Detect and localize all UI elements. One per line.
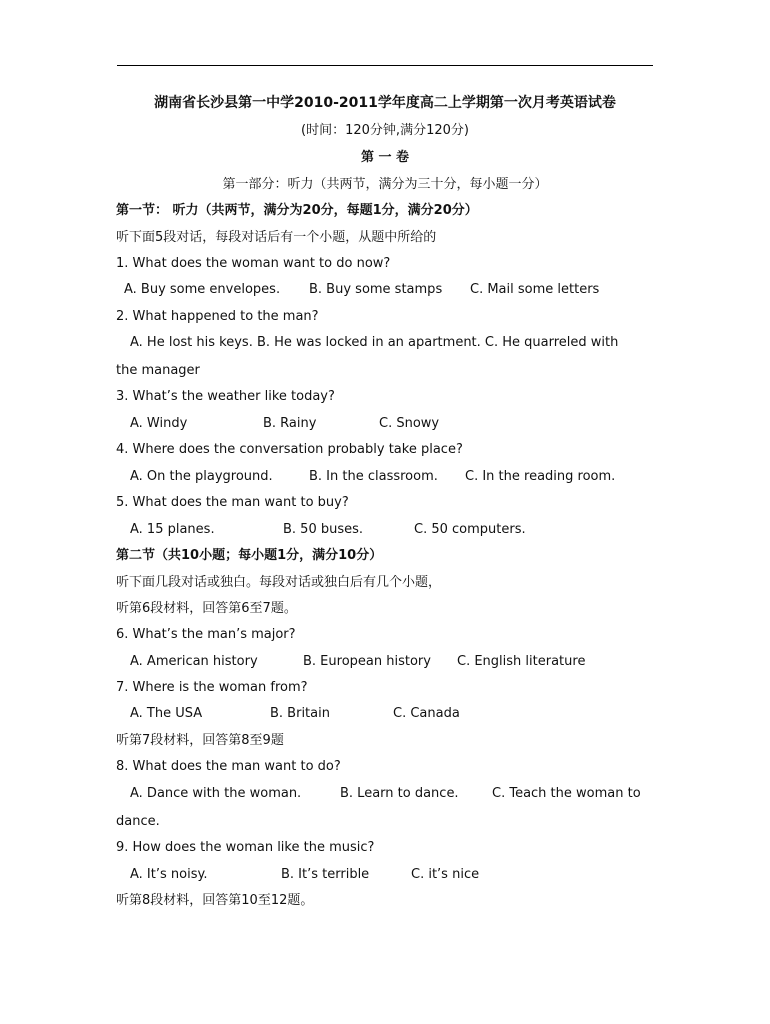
exam-subtitle: (时间：120分钟,满分120分) [301,123,469,138]
option-c: C. Mail some letters [470,282,600,297]
option-a: A. 15 planes. [130,522,215,537]
option-a: A. On the playground. [130,469,273,484]
option-a: A. The USA [130,706,203,721]
option-c: C. Canada [393,706,460,721]
option-a: A. It’s noisy. [130,867,208,882]
header-rule [117,65,653,66]
question-8-options-continued: dance. [116,814,160,829]
material-8-instruction: 听第8段材料，回答第10至12题。 [116,893,314,908]
option-b: B. 50 buses. [283,522,364,537]
exam-title: 湖南省长沙县第一中学2010-2011学年度高二上学期第一次月考英语试卷 [154,95,616,111]
question-2: 2. What happened to the man? [116,309,319,324]
option-c: C. In the reading room. [465,469,616,484]
section-two-heading: 第二节（共10小题；每小题1分，满分10分） [116,548,383,563]
section-two-intro: 听下面几段对话或独白。每段对话或独白后有几个小题， [116,575,442,590]
option-c: C. Snowy [379,416,440,431]
option-b: B. Rainy [263,416,317,431]
option-c: C. Teach the woman to [492,786,641,801]
question-7: 7. Where is the woman from? [116,680,308,695]
question-8: 8. What does the man want to do? [116,759,341,774]
question-2-options: A. He lost his keys. B. He was locked in an apartment. C. He quarreled with [130,335,619,350]
option-a: A. Dance with the woman. [130,786,302,801]
question-4: 4. Where does the conversation probably take place? [116,442,463,457]
option-a: A. Windy [130,416,188,431]
option-a: A. American history [130,654,258,669]
question-9: 9. How does the woman like the music? [116,840,375,855]
option-b: B. Britain [270,706,330,721]
option-a: A. Buy some envelopes. [124,282,281,297]
material-7-instruction: 听第7段材料，回答第8至9题 [116,733,284,748]
part-one-heading: 第一部分：听力（共两节，满分为三十分，每小题一分） [222,177,548,192]
option-b: B. European history [303,654,431,669]
option-b: B. Learn to dance. [340,786,459,801]
option-b: B. In the classroom. [309,469,438,484]
material-6-instruction: 听第6段材料，回答第6至7题。 [116,601,297,616]
option-c: C. it’s nice [411,867,480,882]
question-1: 1. What does the woman want to do now? [116,256,391,271]
question-5: 5. What does the man want to buy? [116,495,349,510]
option-c: C. English literature [457,654,586,669]
option-b: B. Buy some stamps [309,282,443,297]
question-2-options-continued: the manager [116,363,200,378]
option-b: B. It’s terrible [281,867,370,882]
section-one-intro: 听下面5段对话，每段对话后有一个小题，从题中所给的 [116,230,437,245]
volume-label: 第 一 卷 [360,150,410,165]
part-one-subheading: 第一节： 听力（共两节，满分为20分，每题1分，满分20分） [116,203,478,218]
question-6: 6. What’s the man’s major? [116,627,296,642]
question-3: 3. What’s the weather like today? [116,389,335,404]
option-c: C. 50 computers. [414,522,526,537]
